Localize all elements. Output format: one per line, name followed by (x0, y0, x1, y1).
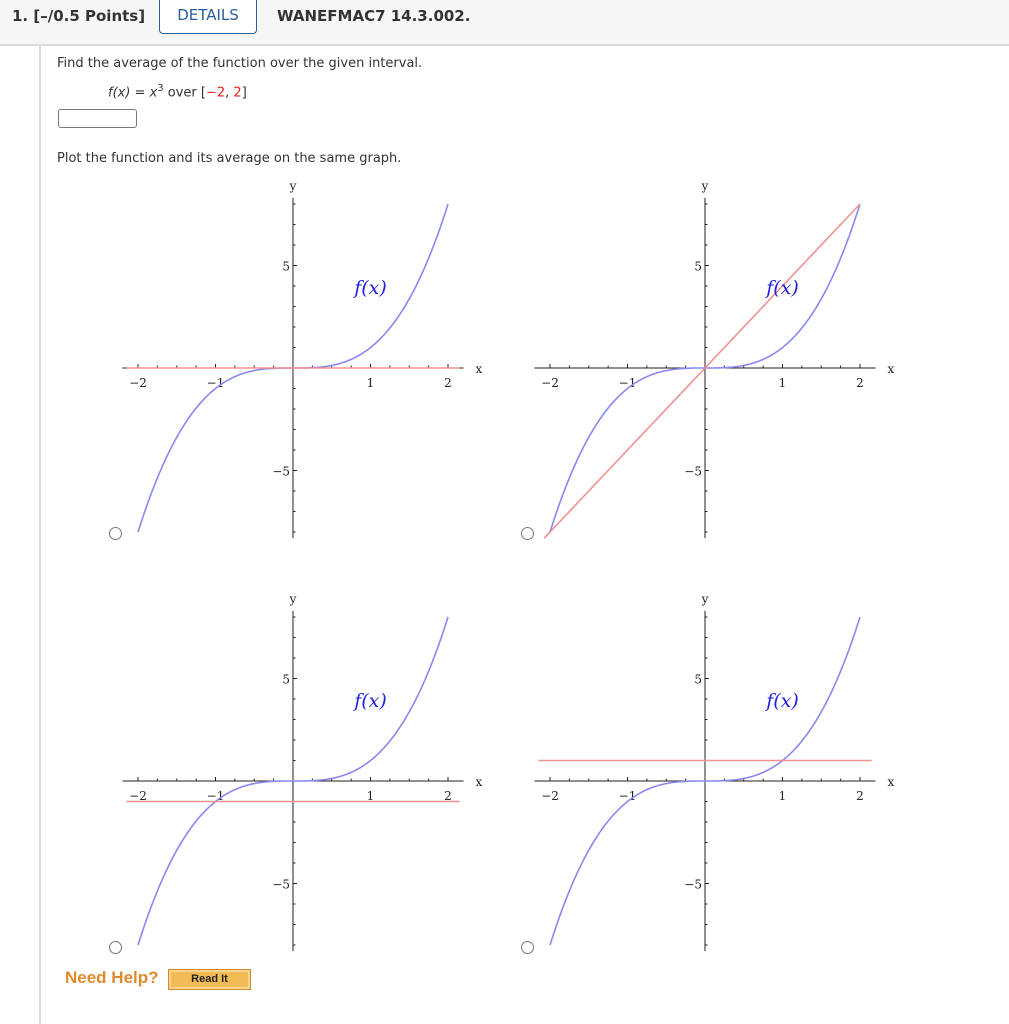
x-tick-label: 2 (856, 789, 864, 803)
y-tick-label: 5 (282, 259, 290, 274)
x-tick-label: −2 (541, 789, 559, 803)
y-tick-label: −5 (684, 464, 702, 479)
x-tick-label: −1 (618, 376, 637, 390)
x-tick-label: −2 (541, 376, 559, 390)
x-tick-label: −1 (206, 376, 225, 390)
x-tick-label: 1 (778, 376, 787, 390)
y-tick-label: −5 (272, 877, 290, 892)
graph-option-2[interactable] (530, 173, 910, 553)
need-help-label: Need Help? (65, 968, 159, 987)
y-tick-label: −5 (272, 464, 290, 479)
y-axis-label: y (289, 178, 297, 193)
question-points: 1. [–/0.5 Points] (12, 7, 146, 25)
curve-label: f(x) (354, 690, 387, 713)
x-tick-label: −1 (618, 789, 637, 803)
graph-option-4-radio[interactable] (521, 941, 534, 954)
graph-option-4[interactable] (530, 586, 910, 966)
graph-option-2-radio[interactable] (521, 527, 534, 540)
graph-option-1[interactable] (118, 173, 498, 553)
problem-code: WANEFMAC7 14.3.002. (277, 7, 471, 25)
left-divider (39, 46, 41, 1024)
x-tick-label: 1 (366, 376, 375, 390)
x-axis-label: x (475, 775, 483, 789)
curve-label: f(x) (766, 690, 799, 713)
x-axis-label: x (475, 362, 483, 376)
function-expression: $f(x) = x^3$ over [−2, 2] (108, 83, 247, 101)
plot-prompt: Plot the function and its average on the same graph. (57, 151, 402, 166)
average-line (544, 204, 860, 538)
x-tick-label: 1 (366, 789, 375, 803)
x-tick-label: 2 (444, 789, 452, 803)
curve-label: f(x) (766, 277, 799, 300)
x-tick-label: −2 (129, 789, 147, 803)
y-axis-label: y (289, 591, 297, 606)
x-axis-label: x (887, 362, 895, 376)
answer-input[interactable] (58, 109, 137, 128)
x-tick-label: 2 (856, 376, 864, 390)
graph-option-1-radio[interactable] (109, 527, 122, 540)
curve-label: f(x) (354, 277, 387, 300)
x-tick-label: −2 (129, 376, 147, 390)
y-tick-label: 5 (694, 259, 702, 274)
y-tick-label: −5 (684, 877, 702, 892)
graph-option-3-radio[interactable] (109, 941, 122, 954)
y-axis-label: y (701, 178, 709, 193)
x-axis-label: x (887, 775, 895, 789)
y-axis-label: y (701, 591, 709, 606)
x-tick-label: 2 (444, 376, 452, 390)
y-tick-label: 5 (694, 672, 702, 687)
x-tick-label: −1 (206, 789, 225, 803)
question-header (0, 0, 1009, 46)
question-prompt: Find the average of the function over the given interval. (57, 56, 423, 71)
y-tick-label: 5 (282, 672, 290, 687)
graph-option-3[interactable] (118, 586, 498, 966)
read-it-button[interactable]: Read It (168, 969, 251, 990)
details-button[interactable]: DETAILS (159, 0, 257, 34)
x-tick-label: 1 (778, 789, 787, 803)
